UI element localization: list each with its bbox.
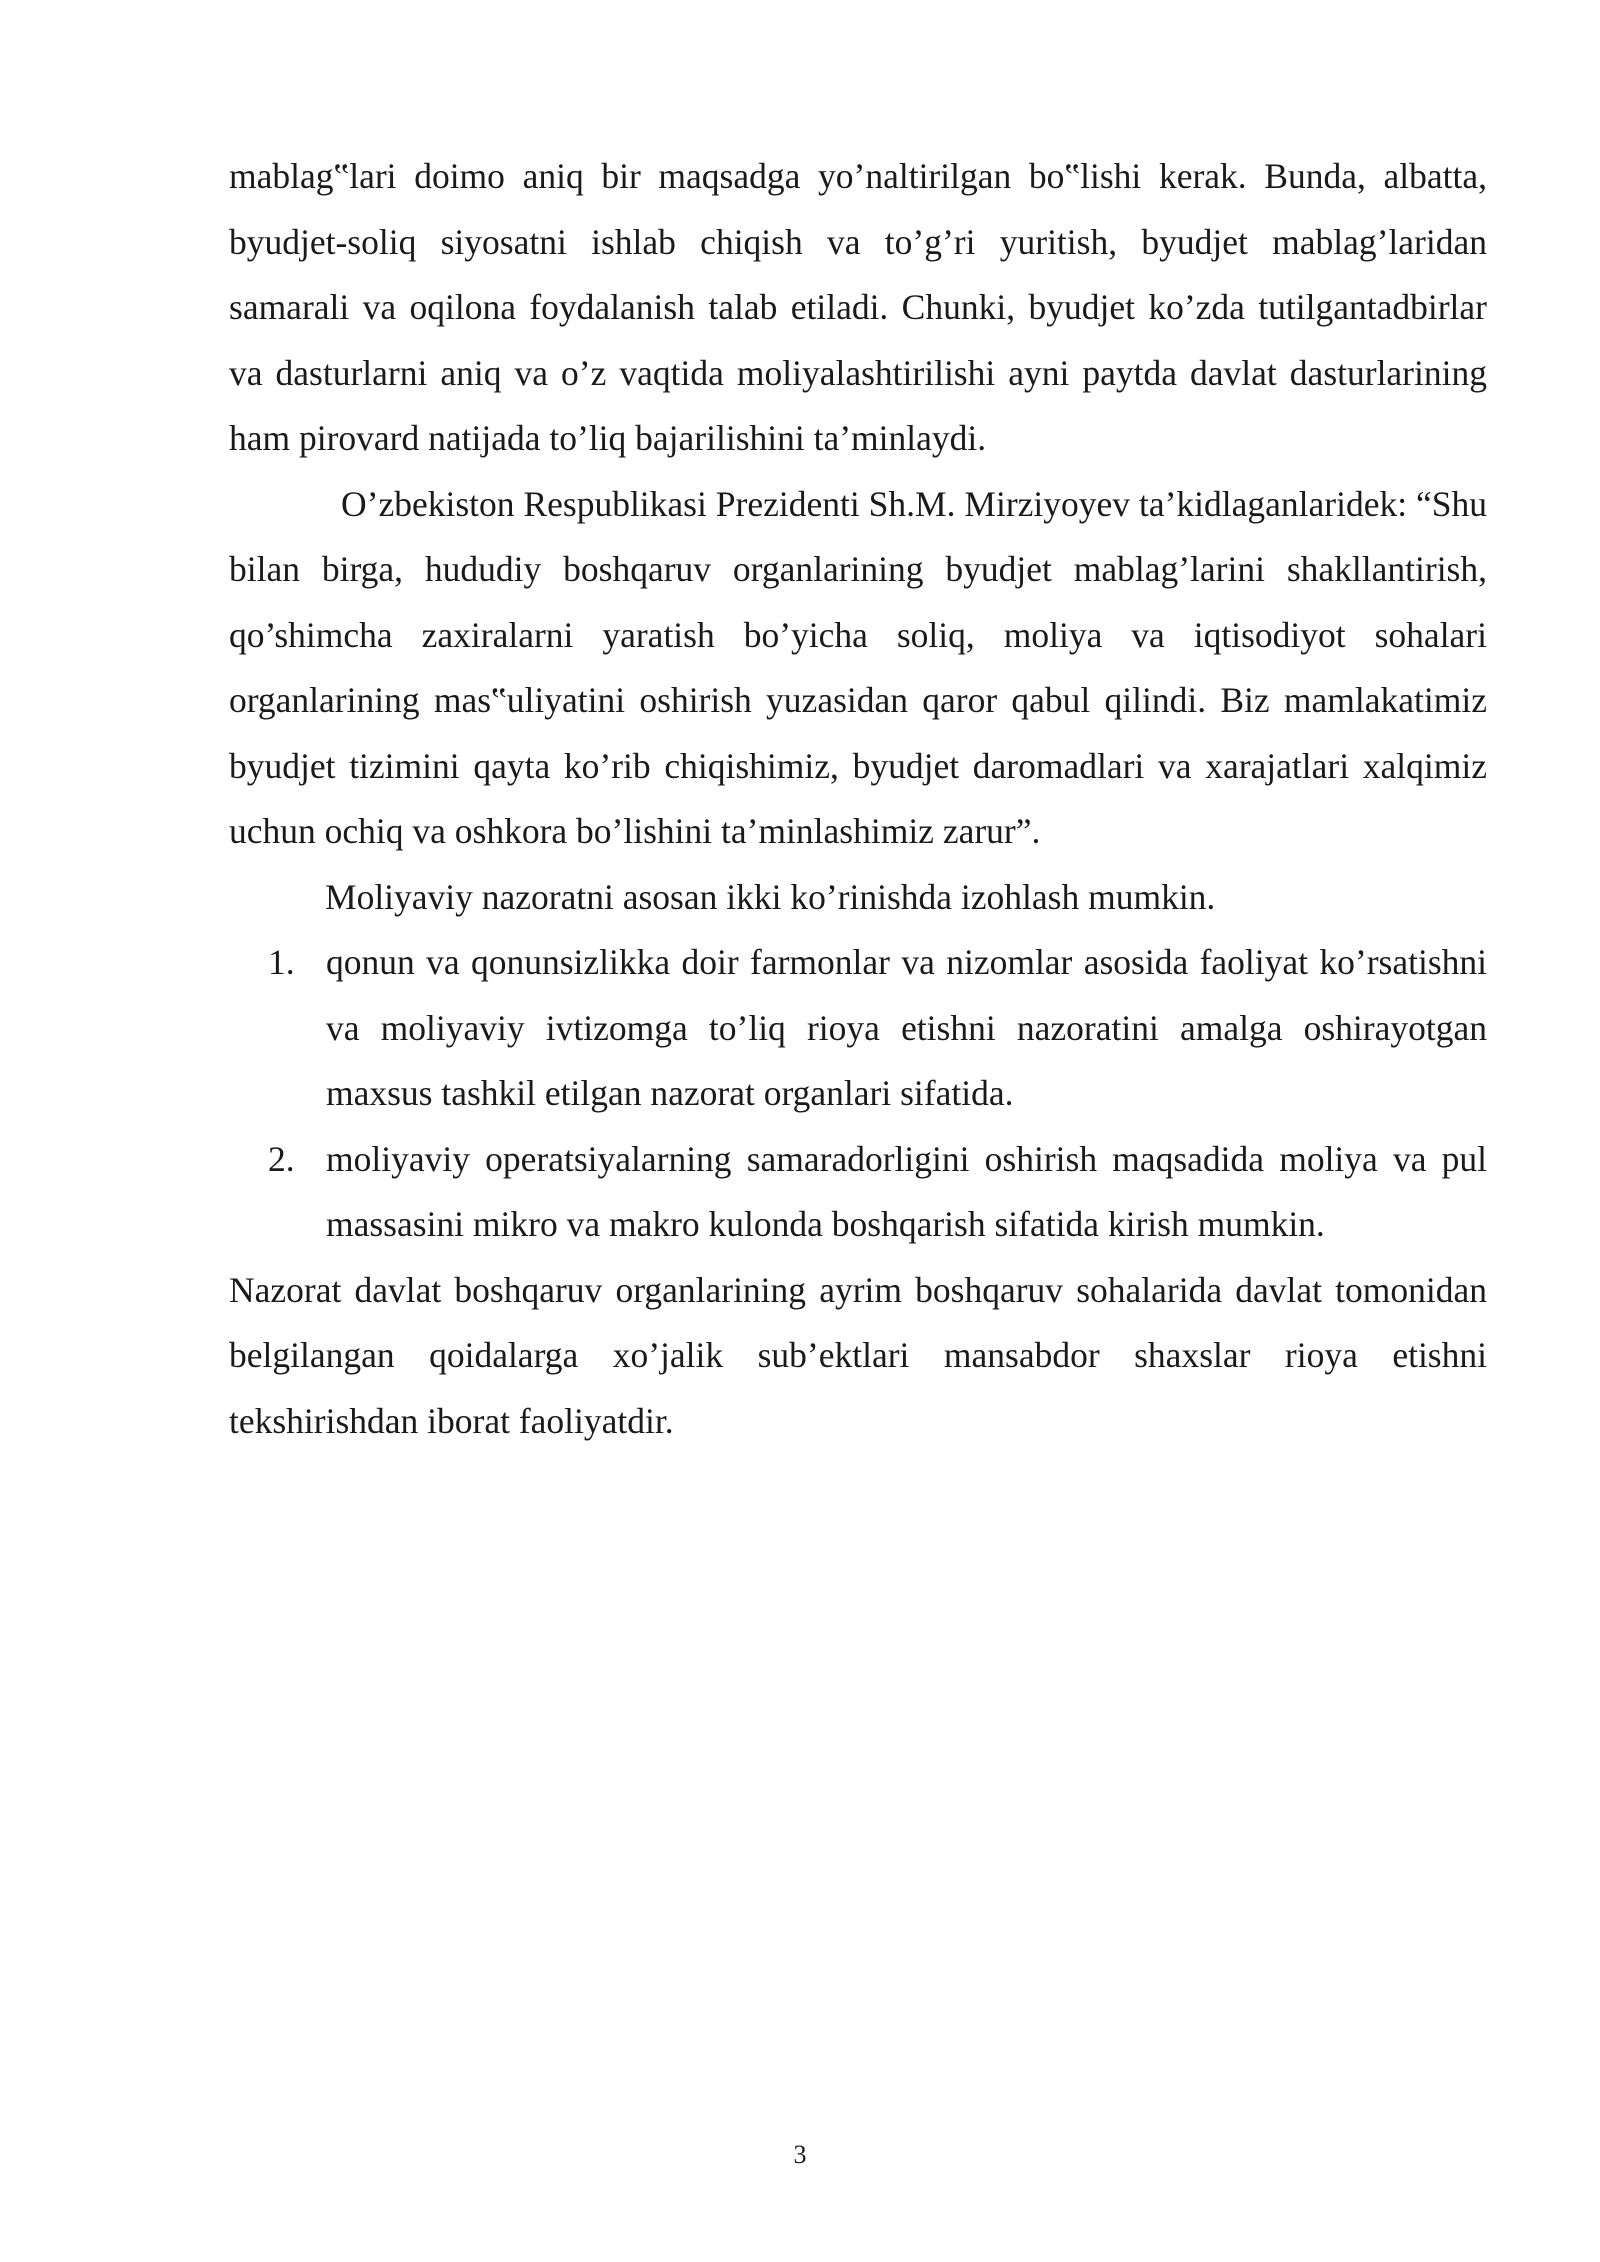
list-item xyxy=(229,930,1487,1127)
numbered-list xyxy=(229,930,1487,1258)
list-item xyxy=(229,1127,1487,1258)
body-paragraph: Moliyaviy nazoratni asosan ikki ko’rinishda izohlash mumkin. xyxy=(325,876,1216,917)
document-page xyxy=(229,144,1487,1454)
body-paragraph: Nazorat davlat boshqaruv organlarining ayrim boshqaruv sohalarida davlat tomonidan belgilangan qoidalarga xo’jalik sub’ektlari mansabdor shaxslar rioya etishni tekshirishdan iborat faoliyatdir. xyxy=(229,1269,1487,1441)
list-item-number: 1. xyxy=(268,942,295,982)
list-item-text: qonun va qonunsizlikka doir farmonlar va nizomlar asosida faoliyat ko’rsatishni va moliyaviy ivtizomga to’liq rioya etishni nazoratini amalga oshirayotgan maxsus tashkil etilgan nazorat organlari sifatida. xyxy=(326,942,1487,1113)
body-paragraph: mablag‟lari doimo aniq bir maqsadga yo’naltirilgan bo‟lishi kerak. Bunda, albatta, byudjet-soliq siyosatni ishlab chiqish va to’g’ri yuritish, byudjet mablag’laridan samarali va oqilona foydalanish talab etiladi. Chunki, byudjet ko’zda tutilgantadbirlar va dasturlarni aniq va o’z vaqtida moliyalashtirilishi ayni paytda davlat dasturlarining ham pirovard natijada to’liq bajarilishini ta’minlaydi. xyxy=(229,156,1487,458)
page-number: 3 xyxy=(793,2140,807,2169)
list-item-text: moliyaviy operatsiyalarning samaradorligini oshirish maqsadida moliya va pul massasini mikro va makro kulonda boshqarish sifatida kirish mumkin. xyxy=(326,1138,1487,1244)
list-item-number: 2. xyxy=(268,1138,295,1179)
body-paragraph: O’zbekiston Respublikasi Prezidenti Sh.M. Mirziyoyev ta’kidlaganlaridek: “Shu bilan birga, hududiy boshqaruv organlarining byudjet mablag’larini shakllantirish, qo’shimcha zaxiralarni yaratish bo’yicha soliq, moliya va iqtisodiyot sohalari organlarining mas‟uliyatini oshirish yuzasidan qaror qabul qilindi. Biz mamlakatimiz byudjet tizimini qayta ko’rib chiqishimiz, byudjet daromadlari va xarajatlari xalqimiz uchun ochiq va oshkora bo’lishini ta’minlashimiz zarur”. xyxy=(229,483,1487,851)
